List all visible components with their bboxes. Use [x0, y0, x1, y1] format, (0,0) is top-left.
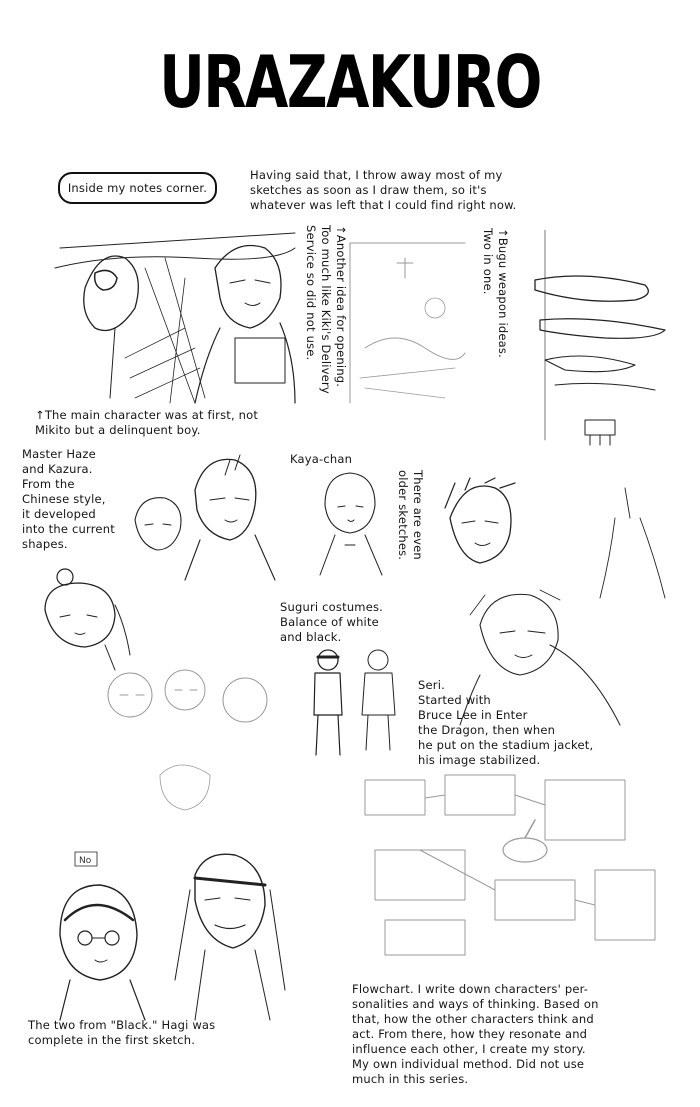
master-haze-caption: Master Haze and Kazura. From the Chinese style, it developed into the current shapes. [22, 447, 115, 551]
weapon-sketch [525, 220, 675, 450]
kaya-chan-caption: Kaya-chan [290, 452, 353, 466]
notes-corner-bubble: Inside my notes corner. [58, 172, 217, 204]
girl-bun-sketch [35, 565, 135, 675]
kaya-chan-sketch [310, 465, 390, 575]
faint-faces-sketch [100, 665, 290, 815]
intro-text: Having said that, I throw away most of my sketches as soon as I draw them, so it's whatever was left that I could find right now. [250, 168, 517, 212]
sketch-label-no: No [79, 856, 92, 866]
background-panels-sketch [345, 238, 470, 408]
master-haze-sketch [125, 450, 280, 580]
opening-scene-sketch [55, 228, 300, 406]
black-duo-sketch [55, 840, 295, 1020]
page-title: URAZAKURO [159, 40, 541, 124]
suguri-caption: Suguri costumes. Balance of white and black. [280, 600, 384, 644]
opening-idea-caption: ↑Another idea for opening. Too much like Kiki's Delivery Service so did not use. [304, 225, 348, 394]
weapon-ideas-caption: ↑Bugu weapon ideas. Two in one. [481, 228, 510, 358]
suguri-costumes-sketch [300, 645, 410, 760]
flowchart-sketch [345, 770, 675, 975]
black-caption: The two from "Black." Hagi was complete in the first sketch. [28, 1018, 216, 1047]
main-character-caption: ↑The main character was at first, not Mikito but a delinquent boy. [35, 408, 259, 437]
seri-caption: Seri. Started with Bruce Lee in Enter the Dragon, then when he put on the stadium jacket, his image stabilized. [418, 678, 594, 767]
flowchart-caption: Flowchart. I write down characters' per- sonalities and ways of thinking. Based on that, how the other characters think and act. From there, how they resonate and influence each other, I create my story. My own individual method. Did not use much in this series. [352, 982, 599, 1086]
older-sketches-caption: There are even older sketches. [396, 470, 425, 561]
